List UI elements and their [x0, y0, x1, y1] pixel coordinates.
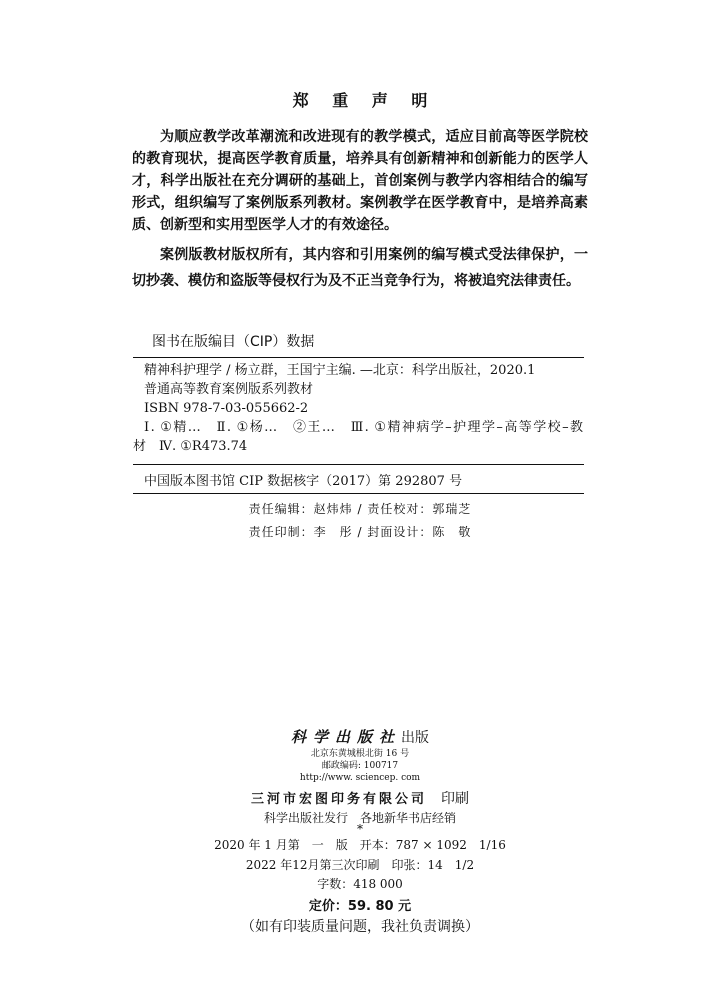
cip-number: 中国版本图书馆 CIP 数据核字（2017）第 292807 号 — [144, 474, 463, 489]
edition-line-1: 2020 年 1 月第 一 版 开本：787 × 1092 1/16 — [214, 838, 506, 852]
edition-block — [0, 835, 720, 875]
cip-line-classification: Ⅰ. ①精… Ⅱ. ①杨… ②王… Ⅲ. ①精神病学–护理学–高等学校–教 — [144, 420, 583, 435]
publisher-address: 北京东黄城根北街 16 号 — [310, 749, 410, 759]
publisher-suffix: 出版 — [401, 730, 429, 746]
notice-paragraph-1: 为顺应教学改革潮流和改进现有的教学模式，适应目前高等医学院校的教育现状，提高医学教育质量，培养具有创新精神和创新能力的医学人才，科学出版社在充分调研的基础上，首创案例与教学内容相结合的编写形式，组织编写了案例版系列教材。案例教学在医学教育中，是培养高素质、创新型和实用型医学人才的有效途径。 — [132, 129, 588, 233]
separator-star: * — [357, 822, 363, 836]
price: 定价：59. 80 元 — [308, 899, 412, 914]
cip-line-isbn: ISBN 978-7-03-055662-2 — [144, 401, 309, 416]
copyright-notice — [132, 126, 588, 300]
cip-line-series: 普通高等教育案例版系列教材 — [144, 382, 314, 397]
printer-suffix: 印刷 — [441, 791, 469, 807]
edition-line-2: 2022 年12月第三次印刷 印张：14 1/2 — [245, 858, 475, 872]
publisher-url: http://www. sciencep. com — [299, 773, 421, 783]
publisher-address-block — [0, 748, 720, 784]
cip-record — [133, 361, 583, 456]
printer-line — [0, 788, 720, 808]
cip-line-title: 精神科护理学 / 杨立群，王国宁主编. —北京：科学出版社，2020.1 — [144, 363, 536, 378]
publisher-line — [0, 726, 720, 747]
notice-paragraph-2: 案例版教材版权所有，其内容和引用案例的编写模式受法律保护，一切抄袭、模仿和盗版等侵权行为及不正当竞争行为，将被追究法律责任。 — [132, 247, 588, 289]
publisher-postcode: 邮政编码: 100717 — [321, 761, 399, 771]
cip-line-classification-cont: 材 Ⅳ. ①R473.74 — [133, 439, 248, 454]
publisher-name: 科学出版社 — [290, 728, 401, 746]
page-title: 郑 重 声 明 — [292, 91, 437, 110]
quality-notice: （如有印装质量问题，我社负责调换） — [241, 919, 479, 935]
cip-rule-top — [133, 357, 584, 358]
word-count: 字数：418 000 — [317, 877, 403, 891]
printer-name: 三河市宏图印务有限公司 — [250, 792, 427, 807]
editor-credits-2: 责任印制：李 彤 / 封面设计：陈 敬 — [248, 525, 472, 539]
cip-title: 图书在版编目（CIP）数据 — [152, 334, 315, 350]
distribution-line: 科学出版社发行 各地新华书店经销 — [263, 811, 456, 825]
cip-rule-mid — [133, 464, 584, 465]
cip-rule-bottom — [133, 493, 584, 494]
editor-credits-1: 责任编辑：赵炜炜 / 责任校对：郭瑞芝 — [248, 502, 472, 516]
